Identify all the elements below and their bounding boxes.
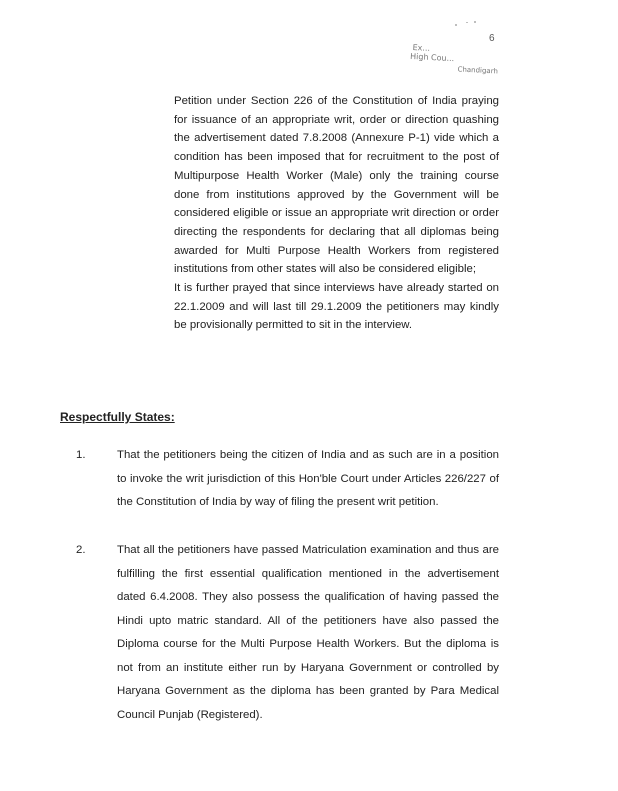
paragraph-number: 1. xyxy=(76,449,86,461)
prayer-paragraph-1: Petition under Section 226 of the Constitution of India praying for issuance of an appropriate writ, order or direction quashing the advertisement dated 7.8.2008 (Annexure P-1) vide which a condition has been imposed that for recruitment to the post of Multipurpose Health Worker (Male) only the training course done from institutions approved by the Government will be considered eligible or issue an appropriate writ direction or order directing the respondents for declaring that all diplomas being awarded for Multi Purpose Health Workers from registered institutions from other states will also be considered eligible; xyxy=(174,95,499,276)
court-stamp xyxy=(409,41,531,81)
scan-speck xyxy=(474,21,476,23)
stamp-line-2: High Cou... xyxy=(409,51,455,64)
paragraph-text: That all the petitioners have passed Matriculation examination and thus are fulfilling the first essential qualification mentioned in the advertisement dated 6.4.2008. They also possess the qualification of having passed the Hindi upto matric standard. All of the petitioners have also passed the Diploma course for the Multi Purpose Health Workers. But the diploma is not from an institute either run by Haryana Government or controlled by Haryana Government as the diploma has been granted by Para Medical Council Punjab (Registered). xyxy=(117,544,499,721)
paragraph-text: That the petitioners being the citizen of India and as such are in a position to invoke the writ jurisdiction of this Hon'ble Court under Articles 226/227 of the Constitution of India by way of filing the present writ petition. xyxy=(117,449,499,508)
paragraph-number: 2. xyxy=(76,544,86,556)
prayer-block xyxy=(174,92,499,335)
section-heading: Respectfully States: xyxy=(60,410,175,424)
page-number: 6 xyxy=(489,33,495,44)
prayer-paragraph-2: It is further prayed that since interviews have already started on 22.1.2009 and will last till 29.1.2009 the petitioners may kindly be provisionally permitted to sit in the interview. xyxy=(174,282,499,332)
scan-speck xyxy=(466,22,468,23)
scan-speck xyxy=(455,24,457,26)
stamp-line-1: Ex... xyxy=(412,42,431,53)
stamp-line-3: Chandigarh xyxy=(457,65,499,76)
